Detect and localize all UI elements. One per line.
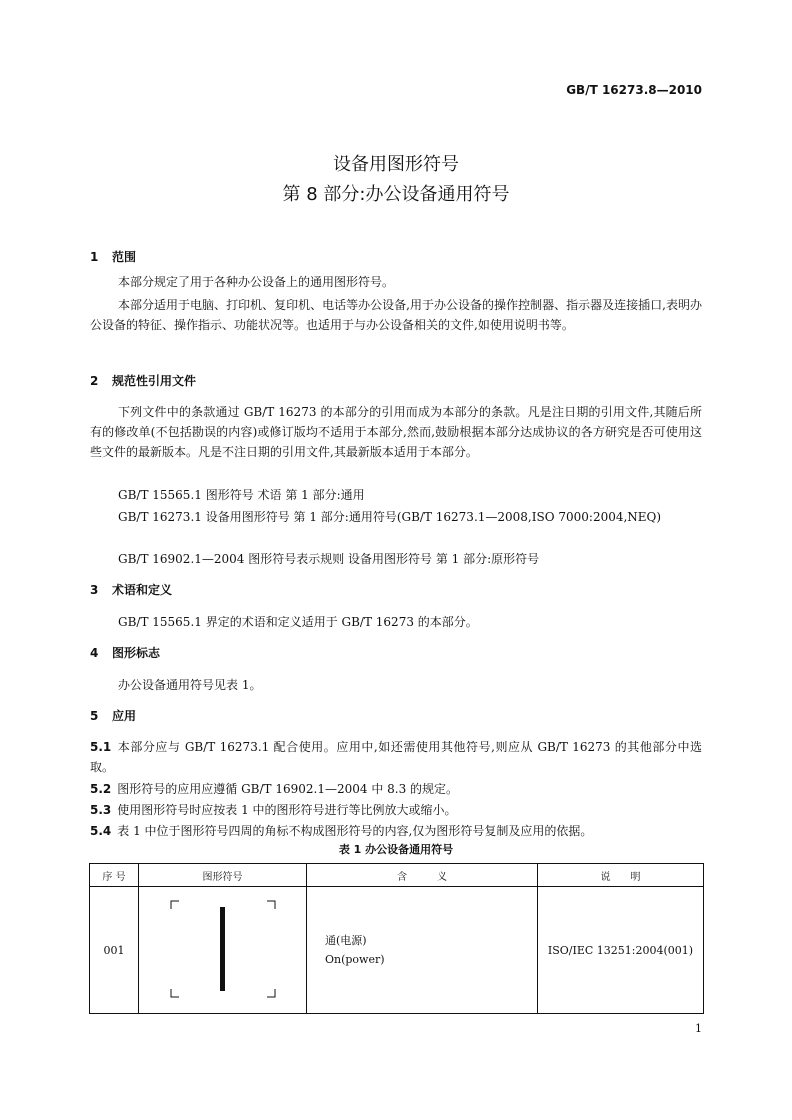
meaning-english: On(power) [325, 953, 385, 966]
section-heading-normative-references [90, 372, 196, 389]
cell-symbol [139, 887, 307, 1014]
column-header-symbol: 图形符号 [139, 864, 307, 887]
column-header-note: 说 明 [538, 864, 704, 887]
section-heading-application [90, 707, 136, 724]
column-header-number: 序 号 [90, 864, 139, 887]
paragraph: 本部分规定了用于各种办公设备上的通用图形符号。 [118, 275, 395, 289]
document-title: 设备用图形符号 [333, 154, 459, 175]
reference-item [90, 507, 702, 527]
reference-text: GB/T 16273.1 设备用图形符号 第 1 部分:通用符号(GB/T 16273.1—2008,ISO 7000:2004,NEQ) [118, 510, 662, 524]
clause-5-2 [90, 779, 702, 799]
clause-text: 图形符号的应用应遵循 GB/T 16902.1—2004 中 8.3 的规定。 [117, 782, 459, 796]
section-number: 4 [90, 646, 99, 660]
section-title: 术语和定义 [112, 583, 173, 597]
paragraph: 下列文件中的条款通过 GB/T 16273 的本部分的引用而成为本部分的条款。凡是注日期的引用文件,其随后所有的修改单(不包括勘误的内容)或修订版均不适用于本部分,然而,鼓励根据本部分达成协议的各方研究是否可使用这些文件的最新版本。凡是不注日期的引用文件,其最新版本适用于本部分。 [90, 405, 702, 459]
standard-code: GB/T 16273.8—2010 [566, 83, 702, 97]
table-title: 表 1 办公设备通用符号 [338, 843, 454, 856]
section-heading-graphical-signs [90, 644, 160, 661]
clause-text: 本部分应与 GB/T 16273.1 配合使用。应用中,如还需使用其他符号,则应从 GB/T 16273 的其他部分中选取。 [90, 740, 702, 774]
symbols-table [89, 863, 704, 1014]
document-subtitle: 第 8 部分:办公设备通用符号 [282, 184, 510, 205]
clause-5-1 [90, 737, 702, 777]
clause-number: 5.2 [90, 782, 112, 796]
clause-number: 5.1 [90, 740, 112, 754]
paragraph: 办公设备通用符号见表 1。 [118, 678, 262, 692]
paragraph: GB/T 15565.1 界定的术语和定义适用于 GB/T 16273 的本部分。 [118, 615, 478, 629]
cell-number: 001 [90, 887, 139, 1014]
clause-5-3 [90, 800, 702, 820]
paragraph: 本部分适用于电脑、打印机、复印机、电话等办公设备,用于办公设备的操作控制器、指示器及连接插口,表明办公设备的特征、操作指示、功能状况等。也适用于与办公设备相关的文件,如使用说明书等。 [90, 298, 702, 332]
section-title: 规范性引用文件 [112, 374, 197, 388]
section-title: 应用 [112, 709, 137, 723]
clause-number: 5.4 [90, 824, 112, 838]
cell-meaning [307, 887, 538, 1014]
page-number: 1 [695, 1022, 702, 1035]
section-number: 5 [90, 709, 99, 723]
reference-item [90, 485, 702, 505]
table-row [90, 887, 704, 1014]
meaning-chinese: 通(电源) [325, 934, 367, 947]
section-heading-terms [90, 581, 172, 598]
section-number: 3 [90, 583, 99, 597]
cell-note: ISO/IEC 13251:2004(001) [538, 887, 704, 1014]
clause-number: 5.3 [90, 803, 112, 817]
section-heading-scope [90, 248, 136, 265]
column-header-meaning: 含 义 [307, 864, 538, 887]
on-power-symbol-icon [168, 899, 278, 999]
section-number: 1 [90, 250, 99, 264]
clause-text: 使用图形符号时应按表 1 中的图形符号进行等比例放大或缩小。 [117, 803, 457, 817]
reference-text: GB/T 15565.1 图形符号 术语 第 1 部分:通用 [118, 488, 365, 502]
clause-5-4 [90, 821, 702, 841]
reference-text: GB/T 16902.1—2004 图形符号表示规则 设备用图形符号 第 1 部分:原形符号 [118, 552, 540, 566]
section-number: 2 [90, 374, 99, 388]
table-header-row [90, 864, 704, 887]
clause-text: 表 1 中位于图形符号四周的角标不构成图形符号的内容,仅为图形符号复制及应用的依据。 [117, 824, 593, 838]
section-title: 图形标志 [112, 646, 161, 660]
section-title: 范围 [112, 250, 137, 264]
reference-item [90, 549, 702, 569]
